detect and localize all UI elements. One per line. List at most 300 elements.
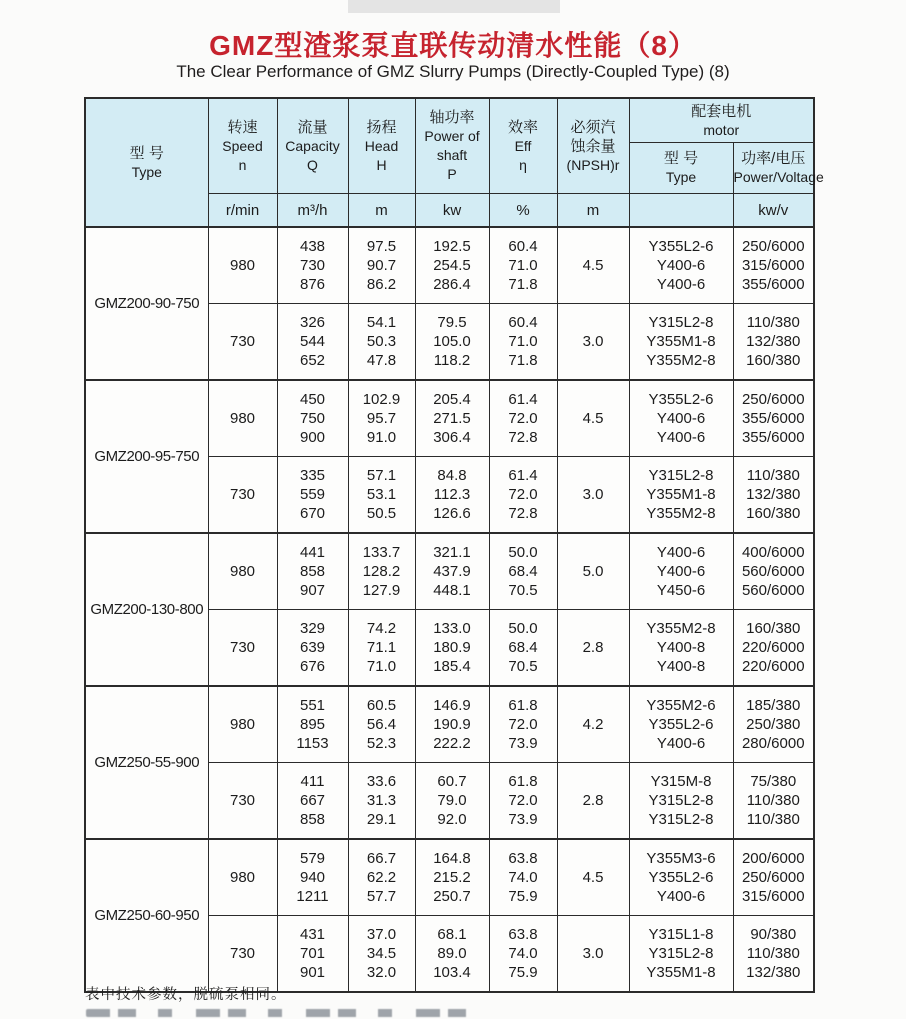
cell-value: 105.0 [433, 333, 471, 350]
head-cell [348, 380, 415, 457]
speed-cell [208, 686, 277, 763]
pump-type-cell: GMZ200-95-750 [85, 380, 208, 533]
cell-value: 72.0 [508, 792, 538, 809]
header-head: 扬程 Head H [348, 98, 415, 194]
data-row [85, 686, 814, 763]
cell-value: 53.1 [366, 486, 397, 503]
cell-value: 639 [299, 639, 326, 656]
cell-value: 450 [299, 391, 326, 408]
header-npsh: 必须汽 蚀余量 (NPSH)r [557, 98, 629, 194]
cell-value: 72.0 [508, 716, 538, 733]
cell-value: 329 [299, 620, 326, 637]
cell-value: 126.6 [433, 505, 471, 522]
head-cell [348, 457, 415, 534]
cell-value: 437.9 [433, 563, 471, 580]
cell-value: 72.8 [508, 429, 538, 446]
motor-power-voltage-cell [733, 380, 814, 457]
cell-value: 33.6 [366, 773, 397, 790]
cell-value: 250/6000 [741, 869, 805, 886]
pump-type-cell: GMZ200-90-750 [85, 227, 208, 380]
unit-motor-type [629, 194, 733, 228]
cell-value: 97.5 [366, 238, 397, 255]
cell-value: 551 [299, 697, 326, 714]
efficiency-cell [489, 839, 557, 916]
npsh-cell [557, 227, 629, 304]
motor-type-cell [629, 227, 733, 304]
unit-shaft-power: kw [415, 194, 489, 228]
table-footnote: 表中技术参数，脱硫泵相同。 [85, 987, 287, 1003]
speed-cell [208, 304, 277, 381]
cell-value: 127.9 [362, 582, 401, 599]
cell-value: 254.5 [433, 257, 471, 274]
capacity-cell [277, 686, 348, 763]
cell-value: 940 [299, 869, 326, 886]
cell-value: 132/380 [746, 486, 801, 503]
capacity-cell [277, 457, 348, 534]
cell-value: 222.2 [433, 735, 471, 752]
cell-value: 3.0 [582, 486, 604, 503]
cell-value: Y355M2-8 [646, 620, 716, 637]
cell-value: 75/380 [750, 773, 797, 790]
header-motor-type: 型 号 Type [629, 143, 733, 194]
efficiency-cell [489, 686, 557, 763]
efficiency-cell [489, 533, 557, 610]
motor-power-voltage-cell [733, 610, 814, 687]
cell-value: 750 [299, 410, 326, 427]
motor-type-cell [629, 380, 733, 457]
cell-value: 56.4 [366, 716, 397, 733]
speed-cell [208, 380, 277, 457]
cell-value: 110/380 [746, 811, 800, 828]
npsh-cell [557, 380, 629, 457]
motor-power-voltage-cell [733, 916, 814, 993]
cell-value: 326 [299, 314, 326, 331]
cell-value: 68.4 [508, 639, 538, 656]
cell-value: 4.2 [582, 716, 604, 733]
cell-value: Y315L1-8 [648, 926, 714, 943]
cell-value: 730 [299, 257, 326, 274]
motor-power-voltage-cell [733, 533, 814, 610]
cell-value: 146.9 [433, 697, 471, 714]
pump-type-cell: GMZ250-60-950 [85, 839, 208, 992]
head-cell [348, 227, 415, 304]
cell-value: 4.5 [582, 257, 604, 274]
cell-value: 670 [299, 505, 326, 522]
cell-value: 60.4 [508, 314, 538, 331]
cell-value: 441 [299, 544, 326, 561]
cell-value: 730 [229, 639, 256, 656]
efficiency-cell [489, 304, 557, 381]
header-speed: 转速 Speed n [208, 98, 277, 194]
efficiency-cell [489, 227, 557, 304]
shaft-power-cell [415, 380, 489, 457]
cell-value: 220/6000 [741, 658, 805, 675]
motor-power-voltage-cell [733, 227, 814, 304]
npsh-cell [557, 916, 629, 993]
table-body [85, 227, 814, 992]
cell-value: 90/380 [750, 926, 797, 943]
cell-value: 185/380 [746, 697, 801, 714]
cell-value: Y400-6 [656, 888, 706, 905]
cell-value: 980 [229, 257, 256, 274]
page-bottom-cutoff-artifact [86, 1009, 486, 1017]
cell-value: 71.8 [508, 276, 538, 293]
unit-efficiency: % [489, 194, 557, 228]
data-row [85, 839, 814, 916]
cell-value: 730 [229, 945, 256, 962]
cell-value: 79.0 [437, 792, 467, 809]
cell-value: 315/6000 [741, 888, 805, 905]
cell-value: 160/380 [746, 505, 801, 522]
pump-type-cell: GMZ200-130-800 [85, 533, 208, 686]
cell-value: 50.3 [366, 333, 397, 350]
cell-value: 74.0 [508, 869, 538, 886]
cell-value: 74.0 [508, 945, 538, 962]
cell-value: 34.5 [366, 945, 397, 962]
capacity-cell [277, 839, 348, 916]
cell-value: 57.7 [366, 888, 397, 905]
motor-power-voltage-cell [733, 457, 814, 534]
speed-cell [208, 763, 277, 840]
cell-value: 73.9 [508, 811, 538, 828]
cell-value: Y400-6 [656, 410, 706, 427]
cell-value: 980 [229, 869, 256, 886]
cell-value: 128.2 [362, 563, 401, 580]
cell-value: Y355M1-8 [646, 964, 716, 981]
cell-value: 72.0 [508, 410, 538, 427]
cell-value: 858 [299, 811, 326, 828]
cell-value: Y400-6 [656, 563, 706, 580]
cell-value: 1211 [296, 888, 329, 905]
shaft-power-cell [415, 304, 489, 381]
npsh-cell [557, 304, 629, 381]
cell-value: 980 [229, 563, 256, 580]
cell-value: 71.0 [508, 257, 538, 274]
cell-value: 71.0 [508, 333, 538, 350]
cell-value: 667 [299, 792, 326, 809]
cell-value: 50.0 [508, 544, 538, 561]
cell-value: 70.5 [508, 582, 538, 599]
cell-value: 901 [299, 964, 326, 981]
cell-value: 192.5 [433, 238, 471, 255]
unit-npsh: m [557, 194, 629, 228]
efficiency-cell [489, 763, 557, 840]
cell-value: 133.0 [433, 620, 471, 637]
npsh-cell [557, 839, 629, 916]
capacity-cell [277, 380, 348, 457]
shaft-power-cell [415, 916, 489, 993]
motor-type-cell [629, 610, 733, 687]
cell-value: 858 [299, 563, 326, 580]
npsh-cell [557, 686, 629, 763]
cell-value: 60.5 [366, 697, 397, 714]
header-capacity: 流量 Capacity Q [277, 98, 348, 194]
cell-value: 68.1 [437, 926, 467, 943]
cell-value: Y355M2-6 [646, 697, 716, 714]
cell-value: 110/380 [746, 314, 800, 331]
header-motor-power-voltage: 功率/电压 Power/Voltage [733, 143, 814, 194]
page-title-chinese: GMZ型渣浆泵直联传动清水性能（8） [209, 30, 697, 61]
npsh-cell [557, 533, 629, 610]
cell-value: Y315L2-8 [648, 811, 714, 828]
cell-value: Y355M2-8 [646, 352, 716, 369]
cell-value: 68.4 [508, 563, 538, 580]
cell-value: 31.3 [366, 792, 397, 809]
performance-table [84, 97, 824, 993]
table-header [85, 98, 824, 227]
cell-value: 86.2 [366, 276, 397, 293]
header-motor-group: 配套电机 motor [629, 98, 814, 143]
cell-value: 250.7 [433, 888, 471, 905]
unit-motor-power-voltage: kw/v [733, 194, 814, 228]
capacity-cell [277, 610, 348, 687]
cell-value: 355/6000 [741, 410, 805, 427]
cell-value: 61.8 [508, 697, 538, 714]
efficiency-cell [489, 610, 557, 687]
shaft-power-cell [415, 763, 489, 840]
data-row [85, 227, 814, 304]
head-cell [348, 686, 415, 763]
performance-table-wrapper [84, 97, 824, 993]
motor-type-cell [629, 686, 733, 763]
cell-value: 2.8 [582, 639, 604, 656]
cell-value: 57.1 [366, 467, 397, 484]
cell-value: Y355L2-6 [648, 716, 714, 733]
cell-value: 315/6000 [741, 257, 805, 274]
cell-value: 32.0 [366, 964, 397, 981]
cell-value: 676 [299, 658, 326, 675]
cell-value: 71.8 [508, 352, 538, 369]
head-cell [348, 839, 415, 916]
cell-value: 132/380 [746, 333, 801, 350]
cell-value: 876 [299, 276, 326, 293]
cell-value: 50.0 [508, 620, 538, 637]
cell-value: 250/380 [746, 716, 801, 733]
cell-value: 730 [229, 333, 256, 350]
cell-value: 4.5 [582, 869, 604, 886]
motor-type-cell [629, 457, 733, 534]
cell-value: Y315L2-8 [648, 467, 714, 484]
cell-value: 4.5 [582, 410, 604, 427]
cell-value: Y400-6 [656, 276, 706, 293]
head-cell [348, 610, 415, 687]
cell-value: Y355L2-6 [648, 869, 714, 886]
cell-value: 5.0 [582, 563, 604, 580]
cell-value: Y315L2-8 [648, 945, 714, 962]
cell-value: 61.4 [508, 467, 538, 484]
npsh-cell [557, 763, 629, 840]
capacity-cell [277, 763, 348, 840]
capacity-cell [277, 916, 348, 993]
cell-value: 90.7 [366, 257, 397, 274]
cell-value: 132/380 [746, 964, 801, 981]
cell-value: 560/6000 [741, 563, 805, 580]
efficiency-cell [489, 457, 557, 534]
head-cell [348, 916, 415, 993]
cell-value: 52.3 [366, 735, 397, 752]
cell-value: 61.8 [508, 773, 538, 790]
cell-value: 73.9 [508, 735, 538, 752]
head-cell [348, 763, 415, 840]
cell-value: 559 [299, 486, 326, 503]
cell-value: 185.4 [433, 658, 471, 675]
page-title-english: The Clear Performance of GMZ Slurry Pumps (Directly-Coupled Type) (8) [176, 62, 730, 81]
cell-value: 180.9 [433, 639, 471, 656]
motor-power-voltage-cell [733, 304, 814, 381]
cell-value: Y315L2-8 [648, 792, 714, 809]
motor-power-voltage-cell [733, 763, 814, 840]
cell-value: Y355M2-8 [646, 505, 716, 522]
cell-value: Y400-6 [656, 735, 706, 752]
cell-value: 438 [299, 238, 326, 255]
cell-value: 306.4 [433, 429, 471, 446]
cell-value: 400/6000 [741, 544, 805, 561]
cell-value: 95.7 [366, 410, 397, 427]
cell-value: 411 [300, 773, 325, 790]
capacity-cell [277, 304, 348, 381]
cell-value: Y355L2-6 [648, 391, 714, 408]
cell-value: 63.8 [508, 850, 538, 867]
cell-value: Y315M-8 [650, 773, 712, 790]
scan-artifact-top [348, 0, 560, 13]
cell-value: 250/6000 [741, 391, 805, 408]
efficiency-cell [489, 380, 557, 457]
cell-value: 286.4 [433, 276, 471, 293]
shaft-power-cell [415, 610, 489, 687]
cell-value: 89.0 [437, 945, 467, 962]
cell-value: 79.5 [437, 314, 467, 331]
shaft-power-cell [415, 839, 489, 916]
cell-value: 47.8 [366, 352, 397, 369]
header-shaft-power: 轴功率 Power of shaft P [415, 98, 489, 194]
cell-value: 200/6000 [741, 850, 805, 867]
unit-head: m [348, 194, 415, 228]
cell-value: 907 [299, 582, 326, 599]
motor-power-voltage-cell [733, 839, 814, 916]
capacity-cell [277, 533, 348, 610]
cell-value: 355/6000 [741, 276, 805, 293]
efficiency-cell [489, 916, 557, 993]
cell-value: 29.1 [366, 811, 397, 828]
cell-value: 72.8 [508, 505, 538, 522]
shaft-power-cell [415, 457, 489, 534]
cell-value: Y355M3-6 [646, 850, 716, 867]
unit-capacity: m³/h [277, 194, 348, 228]
cell-value: 250/6000 [741, 238, 805, 255]
cell-value: 730 [229, 486, 256, 503]
speed-cell [208, 916, 277, 993]
unit-speed: r/min [208, 194, 277, 228]
cell-value: 560/6000 [741, 582, 805, 599]
cell-value: 355/6000 [741, 429, 805, 446]
cell-value: 102.9 [362, 391, 401, 408]
motor-type-cell [629, 533, 733, 610]
cell-value: 730 [229, 792, 256, 809]
cell-value: 118.2 [433, 352, 471, 369]
cell-value: Y400-8 [656, 639, 706, 656]
cell-value: 75.9 [508, 888, 538, 905]
cell-value: 133.7 [362, 544, 401, 561]
cell-value: 164.8 [433, 850, 471, 867]
cell-value: Y400-6 [656, 429, 706, 446]
cell-value: 60.7 [437, 773, 467, 790]
cell-value: Y400-8 [656, 658, 706, 675]
cell-value: 84.8 [437, 467, 467, 484]
cell-value: 75.9 [508, 964, 538, 981]
header-efficiency: 效率 Eff η [489, 98, 557, 194]
cell-value: 652 [299, 352, 326, 369]
cell-value: 50.5 [366, 505, 397, 522]
cell-value: Y355L2-6 [648, 238, 714, 255]
cell-value: Y400-6 [656, 544, 706, 561]
motor-type-cell [629, 839, 733, 916]
cell-value: 160/380 [746, 352, 801, 369]
cell-value: 110/380 [746, 467, 800, 484]
cell-value: Y355M1-8 [646, 486, 716, 503]
cell-value: 2.8 [582, 792, 604, 809]
cell-value: 66.7 [366, 850, 397, 867]
cell-value: 271.5 [433, 410, 471, 427]
npsh-cell [557, 457, 629, 534]
cell-value: 70.5 [508, 658, 538, 675]
motor-power-voltage-cell [733, 686, 814, 763]
cell-value: Y355M1-8 [646, 333, 716, 350]
cell-value: 980 [229, 716, 256, 733]
cell-value: 72.0 [508, 486, 538, 503]
cell-value: 280/6000 [741, 735, 805, 752]
header-type: 型 号 Type [85, 98, 208, 227]
cell-value: Y315L2-8 [648, 314, 714, 331]
cell-value: 60.4 [508, 238, 538, 255]
data-row [85, 533, 814, 610]
cell-value: 220/6000 [741, 639, 805, 656]
speed-cell [208, 533, 277, 610]
npsh-cell [557, 610, 629, 687]
cell-value: Y400-6 [656, 257, 706, 274]
cell-value: 190.9 [433, 716, 471, 733]
cell-value: 61.4 [508, 391, 538, 408]
shaft-power-cell [415, 533, 489, 610]
cell-value: 71.1 [366, 639, 397, 656]
speed-cell [208, 227, 277, 304]
cell-value: 110/380 [746, 945, 800, 962]
shaft-power-cell [415, 686, 489, 763]
cell-value: 3.0 [582, 945, 604, 962]
cell-value: 103.4 [433, 964, 471, 981]
motor-type-cell [629, 916, 733, 993]
cell-value: 448.1 [433, 582, 471, 599]
cell-value: 3.0 [582, 333, 604, 350]
shaft-power-cell [415, 227, 489, 304]
cell-value: 701 [299, 945, 326, 962]
cell-value: 215.2 [433, 869, 471, 886]
motor-type-cell [629, 304, 733, 381]
speed-cell [208, 457, 277, 534]
cell-value: 1153 [296, 735, 329, 752]
motor-type-cell [629, 763, 733, 840]
cell-value: 321.1 [433, 544, 471, 561]
cell-value: 110/380 [746, 792, 800, 809]
capacity-cell [277, 227, 348, 304]
cell-value: 54.1 [366, 314, 397, 331]
cell-value: 92.0 [437, 811, 467, 828]
cell-value: 895 [299, 716, 326, 733]
data-row [85, 380, 814, 457]
speed-cell [208, 839, 277, 916]
head-cell [348, 304, 415, 381]
cell-value: 37.0 [366, 926, 397, 943]
speed-cell [208, 610, 277, 687]
